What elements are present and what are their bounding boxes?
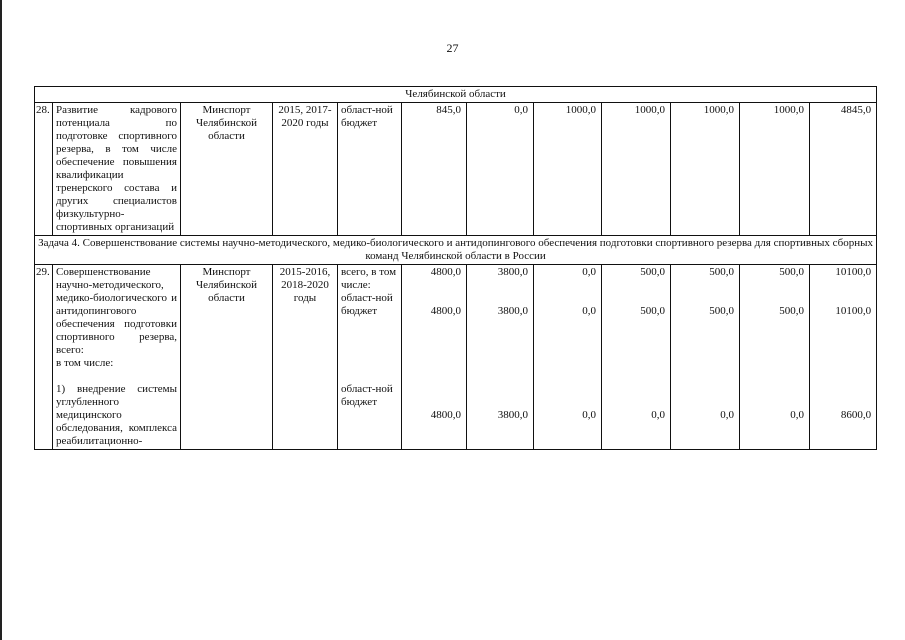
executor: Минспорт Челябинской области — [181, 265, 273, 450]
values-2016 — [534, 265, 602, 450]
value-2014: 845,0 — [402, 103, 467, 236]
value-2018: 1000,0 — [671, 103, 740, 236]
value-total: 4845,0 — [810, 103, 877, 236]
value-2017: 1000,0 — [602, 103, 671, 236]
value-sub-row: 0,0 — [720, 409, 734, 421]
page-left-edge — [0, 0, 2, 640]
spacer — [405, 318, 461, 409]
spacer — [405, 279, 461, 305]
value-total-row: 0,0 — [582, 266, 596, 278]
table-row-28 — [35, 103, 877, 236]
spacer — [674, 318, 734, 409]
values-2019 — [740, 265, 810, 450]
row-number: 28. — [35, 103, 53, 236]
value-sub-row: 0,0 — [582, 409, 596, 421]
task-heading-row — [35, 236, 877, 265]
spacer — [674, 279, 734, 305]
spacer — [743, 318, 804, 409]
values-2014 — [402, 265, 467, 450]
value-sub-row: 3800,0 — [497, 409, 528, 421]
spacer — [743, 279, 804, 305]
measure-name: Совершенствование научно-методического, медико-биологического и антидопингового обеспечения подготовки спортивного резерва, всего: — [56, 266, 177, 356]
continuation-header-cell: Челябинской области — [35, 87, 877, 103]
measure-name: Развитие кадрового потенциала по подготовке спортивного резерва, в том числе обеспечение повышения квалификации тренерского состава и других специалистов физкультурно-спортивных организаций — [53, 103, 181, 236]
values-2017 — [602, 265, 671, 450]
spacer — [470, 279, 528, 305]
values-2018 — [671, 265, 740, 450]
spacer — [537, 279, 596, 305]
continuation-header-row — [35, 87, 877, 103]
spacer — [470, 318, 528, 409]
value-total-row: 500,0 — [709, 266, 734, 278]
sub-item-name: 1) внедрение системы углубленного медицинского обследования, комплекса реабилитационно- — [56, 383, 177, 447]
funding-source-sub: област-ной бюджет — [341, 383, 393, 408]
executor: Минспорт Челябинской области — [181, 103, 273, 236]
value-sub-row: 0,0 — [651, 409, 665, 421]
value-budget-row: 0,0 — [582, 305, 596, 317]
period: 2015, 2017-2020 годы — [273, 103, 338, 236]
funding-source: област-ной бюджет — [338, 103, 402, 236]
value-2019: 1000,0 — [740, 103, 810, 236]
values-total — [810, 265, 877, 450]
value-budget-row: 10100,0 — [835, 305, 872, 317]
value-total-row: 10100,0 — [835, 266, 872, 278]
spacer — [605, 318, 665, 409]
spacer — [813, 318, 871, 409]
value-budget-row: 500,0 — [709, 305, 734, 317]
program-table — [34, 86, 877, 450]
funding-source-total: всего, в том числе: — [341, 266, 397, 291]
spacer — [605, 279, 665, 305]
value-budget-row: 4800,0 — [430, 305, 461, 317]
value-budget-row: 500,0 — [640, 305, 665, 317]
value-total-row: 500,0 — [779, 266, 804, 278]
period: 2015-2016, 2018-2020 годы — [273, 265, 338, 450]
spacer — [537, 318, 596, 409]
value-sub-row: 4800,0 — [430, 409, 461, 421]
value-sub-row: 8600,0 — [840, 409, 872, 421]
spacer — [341, 318, 398, 383]
values-2015 — [467, 265, 534, 450]
measure-name-cell — [53, 265, 181, 450]
spacer — [813, 279, 871, 305]
page-number: 27 — [446, 41, 459, 55]
funding-source-budget: област-ной бюджет — [341, 292, 393, 317]
value-sub-row: 0,0 — [790, 409, 804, 421]
task-heading: Задача 4. Совершенствование системы научно-методического, медико-биологического и антидопингового обеспечения подготовки спортивного резерва для спортивных сборных команд Челябинской области в России — [35, 236, 877, 265]
value-total-row: 4800,0 — [430, 266, 461, 278]
value-budget-row: 3800,0 — [497, 305, 528, 317]
value-2015: 0,0 — [467, 103, 534, 236]
value-total-row: 500,0 — [640, 266, 665, 278]
funding-source-cell — [338, 265, 402, 450]
measure-name-sub: в том числе: — [56, 357, 114, 369]
row-number: 29. — [35, 265, 53, 450]
table-row-29 — [35, 265, 877, 450]
value-total-row: 3800,0 — [497, 266, 528, 278]
spacer — [56, 370, 177, 383]
value-budget-row: 500,0 — [779, 305, 804, 317]
value-2016: 1000,0 — [534, 103, 602, 236]
